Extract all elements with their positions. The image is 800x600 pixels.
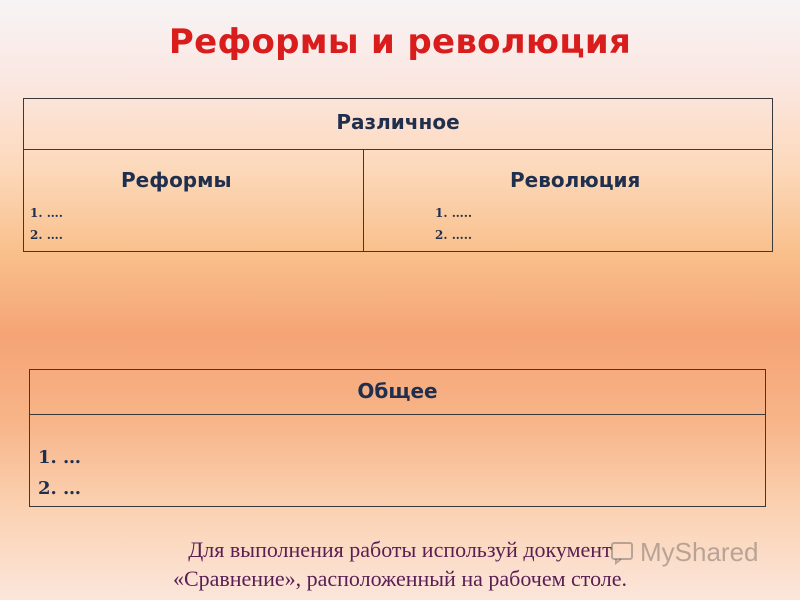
list-item: 1. ….. xyxy=(435,206,473,220)
list-item: 1. … xyxy=(38,447,82,468)
common-heading: Общее xyxy=(30,370,765,415)
list-item: 2. ….. xyxy=(435,228,473,242)
list-item: 2. …. xyxy=(30,228,63,242)
slide-title: Реформы и революция xyxy=(168,22,632,62)
differences-table xyxy=(23,98,773,252)
revolution-heading: Революция xyxy=(510,168,641,192)
common-table xyxy=(29,369,766,507)
differences-columns xyxy=(24,150,772,251)
watermark-text: MyShared xyxy=(640,536,759,567)
list-item: 1. …. xyxy=(30,206,63,220)
instruction-line-2: «Сравнение», расположенный на рабочем столе. xyxy=(172,566,628,591)
differences-heading: Различное xyxy=(24,99,772,150)
list-item: 2. … xyxy=(38,478,82,499)
reforms-heading: Реформы xyxy=(121,168,232,192)
instruction-line-1: Для выполнения работы используй документ xyxy=(188,537,612,562)
common-list xyxy=(38,442,81,504)
reforms-list xyxy=(30,202,63,246)
watermark xyxy=(610,535,770,569)
revolution-list xyxy=(435,202,472,246)
watermark-logo-icon xyxy=(610,539,636,565)
revolution-column xyxy=(364,150,772,251)
reforms-column xyxy=(24,150,364,251)
